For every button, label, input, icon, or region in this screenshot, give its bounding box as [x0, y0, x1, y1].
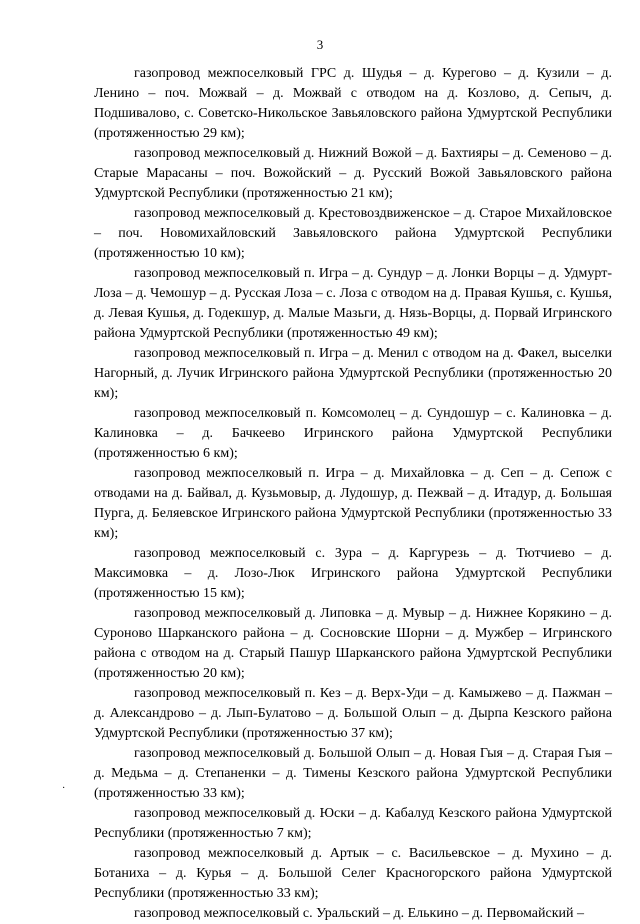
paragraph: газопровод межпоселковый п. Комсомолец – д. Сундошур – с. Калиновка – д. Калиновка – д. Бачкеево Игринского района Удмуртской Республики (протяженностью 6 км);: [94, 406, 612, 461]
paragraph: газопровод межпоселковый д. Юски – д. Кабалуд Кезского района Удмуртской Республики (протяженностью 7 км);: [94, 806, 612, 841]
paragraph: газопровод межпоселковый п. Игра – д. Михайловка – д. Сеп – д. Сепож с отводами на д. Байвал, д. Кузьмовыр, д. Лудошур, д. Пежвай – д. Итадур, д. Большая Пурга, д. Беляевское Игринского района Удмуртской Республики (протяженностью 33 км);: [94, 466, 612, 541]
paragraph: газопровод межпоселковый д. Большой Олып – д. Новая Гыя – д. Старая Гыя – д. Медьма – д. Степаненки – д. Тимены Кезского района Удмуртской Республики (протяженностью 33 км);: [94, 746, 612, 801]
paragraph: газопровод межпоселковый ГРС д. Шудья – д. Курегово – д. Кузили – д. Ленино – поч. Можвай – д. Можвай с отводом на д. Козлово, д. Сепыч, д. Подшивалово, с. Советско-Никольское Завьяловского района Удмуртской Республики (протяженностью 29 км);: [94, 66, 612, 141]
paragraph: газопровод межпоселковый с. Зура – д. Каргурезь – д. Тютчиево – д. Максимовка – д. Лозо-Люк Игринского района Удмуртской Республики (протяженностью 15 км);: [94, 546, 612, 601]
paragraph: газопровод межпоселковый п. Игра – д. Менил с отводом на д. Факел, выселки Нагорный, д. Лучик Игринского района Удмуртской Республики (протяженностью 20 км);: [94, 346, 612, 401]
paragraph: газопровод межпоселковый с. Уральский – д. Елькино – д. Первомайский –: [134, 906, 585, 921]
paragraph: газопровод межпоселковый д. Нижний Вожой – д. Бахтияры – д. Семеново – д. Старые Марасаны – поч. Вожойский – д. Русский Вожой Завьяловского района Удмуртской Республики (протяженностью 21 км);: [94, 146, 612, 201]
paragraph: газопровод межпоселковый д. Артык – с. Васильевское – д. Мухино – д. Ботаниха – д. Курья – д. Большой Селег Красногорского района Удмуртской Республики (протяженностью 33 км);: [94, 846, 612, 901]
margin-mark: ·: [62, 783, 66, 794]
page-number: 3: [316, 37, 324, 52]
paragraph: газопровод межпоселковый д. Крестовоздвиженское – д. Старое Михайловское – поч. Новомихайловский Завьяловского района Удмуртской Республики (протяженностью 10 км);: [94, 206, 612, 261]
paragraph: газопровод межпоселковый п. Кез – д. Верх-Уди – д. Камыжево – д. Пажман – д. Александрово – д. Лып-Булатово – д. Большой Олып – д. Дырпа Кезского района Удмуртской Республики (протяженностью 37 км);: [94, 686, 612, 741]
paragraph: газопровод межпоселковый п. Игра – д. Сундур – д. Лонки Ворцы – д. Удмурт-Лоза – д. Чемошур – д. Русская Лоза – с. Лоза с отводом на д. Правая Кушья, с. Кушья, д. Левая Кушья, д. Годекшур, д. Малые Мазьги, д. Нязь-Ворцы, д. Порвай Игринского района Удмуртской Республики (протяженностью 49 км);: [94, 266, 612, 341]
document-body: [94, 64, 612, 924]
paragraph: газопровод межпоселковый д. Липовка – д. Мувыр – д. Нижнее Корякино – д. Суроново Шарканского района – д. Сосновские Шорни – д. Мужбер – Игринского района с отводом на д. Старый Пашур Шарканского района Удмуртской Республики (протяженностью 20 км);: [94, 606, 612, 681]
